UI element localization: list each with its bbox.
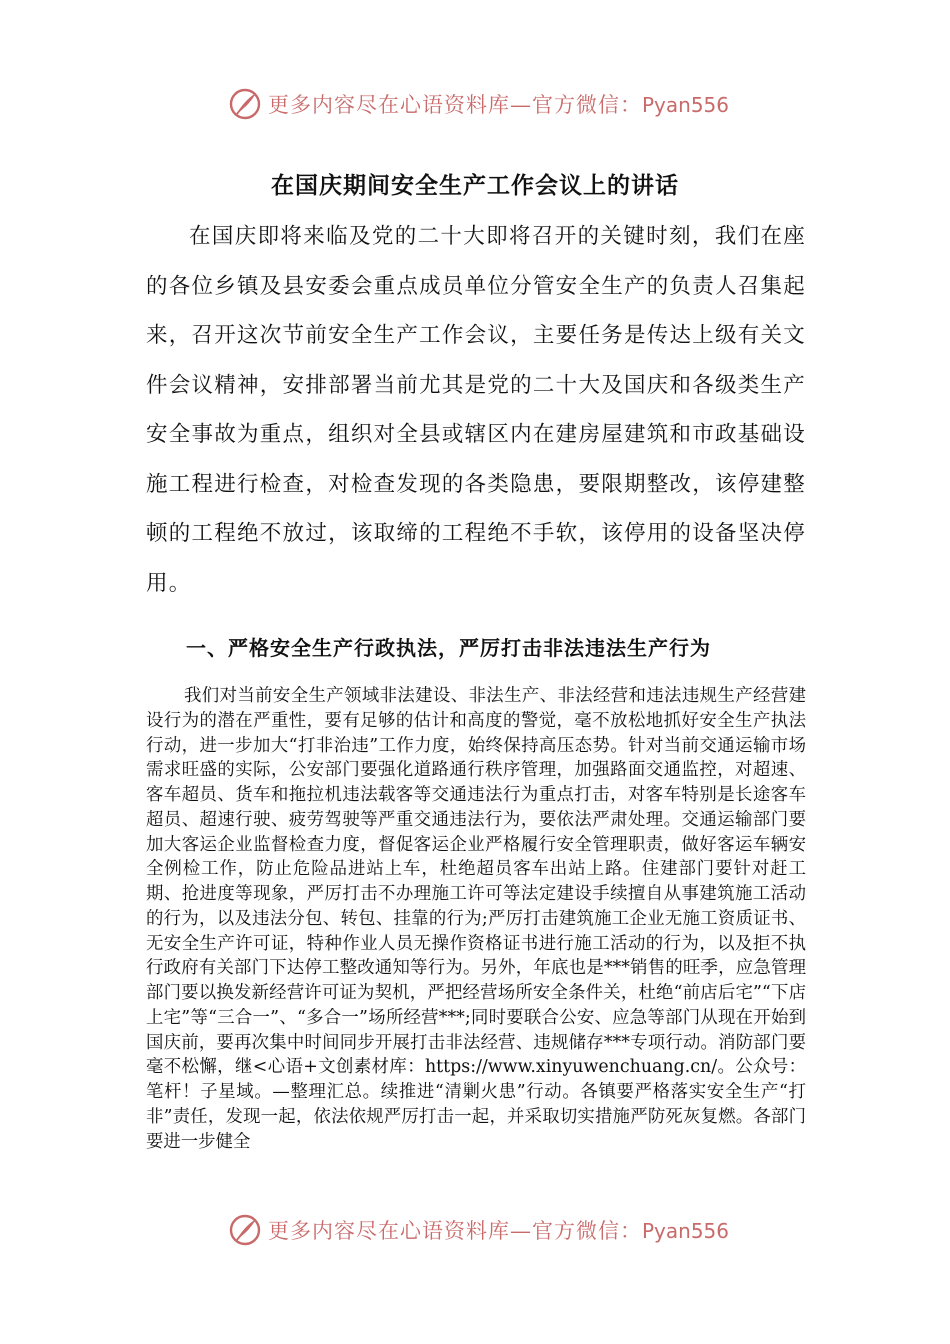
banner-text: 更多内容尽在心语资料库—官方微信：Pyan556 — [268, 1219, 730, 1243]
section-body-paragraph: 我们对当前安全生产领域非法建设、非法生产、非法经营和违法违规生产经营建设行为的潜在严重性，要有足够的估计和高度的警觉，毫不放松地抓好安全生产执法行动，进一步加大“打非治违”工作力度，始终保持高压态势。针对当前交通运输市场需求旺盛的实际，公安部门要强化道路通行秩序管理，加强路面交通监控，对超速、客车超员、货车和拖拉机违法载客等交通违法行为重点打击，对客车特别是长途客车超员、超速行驶、疲劳驾驶等严重交通违法行为，要依法严肃处理。交通运输部门要加大客运企业监督检查力度，督促客运企业严格履行安全管理职责，做好客运车辆安全例检工作，防止危险品进站上车，杜绝超员客车出站上路。住建部门要针对赶工期、抢进度等现象，严厉打击不办理施工许可等法定建设手续擅自从事建筑施工活动的行为，以及违法分包、转包、挂靠的行为;严厉打击建筑施工企业无施工资质证书、无安全生产许可证，特种作业人员无操作资格证书进行施工活动的行为，以及拒不执行政府有关部门下达停工整改通知等行为。另外，年底也是***销售的旺季，应急管理部门要以换发新经营许可证为契机，严把经营场所安全条件关，杜绝“前店后宅”“下店上宅”等“三合一”、“多合一”场所经营***;同时要联合公安、应急等部门从现在开始到国庆前，要再次集中时间同步开展打击非法经营、违规储存***专项行动。消防部门要毫不松懈，继<心语+文创素材库：https://www.xinyuwenchuang.cn/。公众号：笔杆！子星域。—整理汇总。续推进“清剿火患”行动。各镇要严格落实安全生产“打非”责任，发现一起，依法依规严厉打击一起，并采取切实措施严防死灰复燃。各部门要进一步健全 — [146, 686, 806, 1152]
banner-text: 更多内容尽在心语资料库—官方微信：Pyan556 — [268, 93, 730, 117]
quill-logo-icon — [228, 1213, 262, 1247]
quill-logo-icon — [228, 87, 262, 121]
header-watermark-banner — [228, 84, 788, 124]
footer-watermark-banner — [228, 1210, 788, 1250]
wechat-id: Pyan556 — [642, 1219, 730, 1243]
section-heading: 一、严格安全生产行政执法，严厉打击非法违法生产行为 — [186, 636, 711, 660]
document-title: 在国庆期间安全生产工作会议上的讲话 — [271, 173, 679, 200]
intro-paragraph: 在国庆即将来临及党的二十大即将召开的关键时刻，我们在座的各位乡镇及县安委会重点成员单位分管安全生产的负责人召集起来，召开这次节前安全生产工作会议，主要任务是传达上级有关文件会议精神，安排部署当前尤其是党的二十大及国庆和各级类生产安全事故为重点，组织对全县或辖区内在建房屋建筑和市政基础设施工程进行检查，对检查发现的各类隐患，要限期整改，该停建整顿的工程绝不放过，该取缔的工程绝不手软，该停用的设备坚决停用。 — [146, 224, 806, 596]
wechat-id: Pyan556 — [642, 93, 730, 117]
